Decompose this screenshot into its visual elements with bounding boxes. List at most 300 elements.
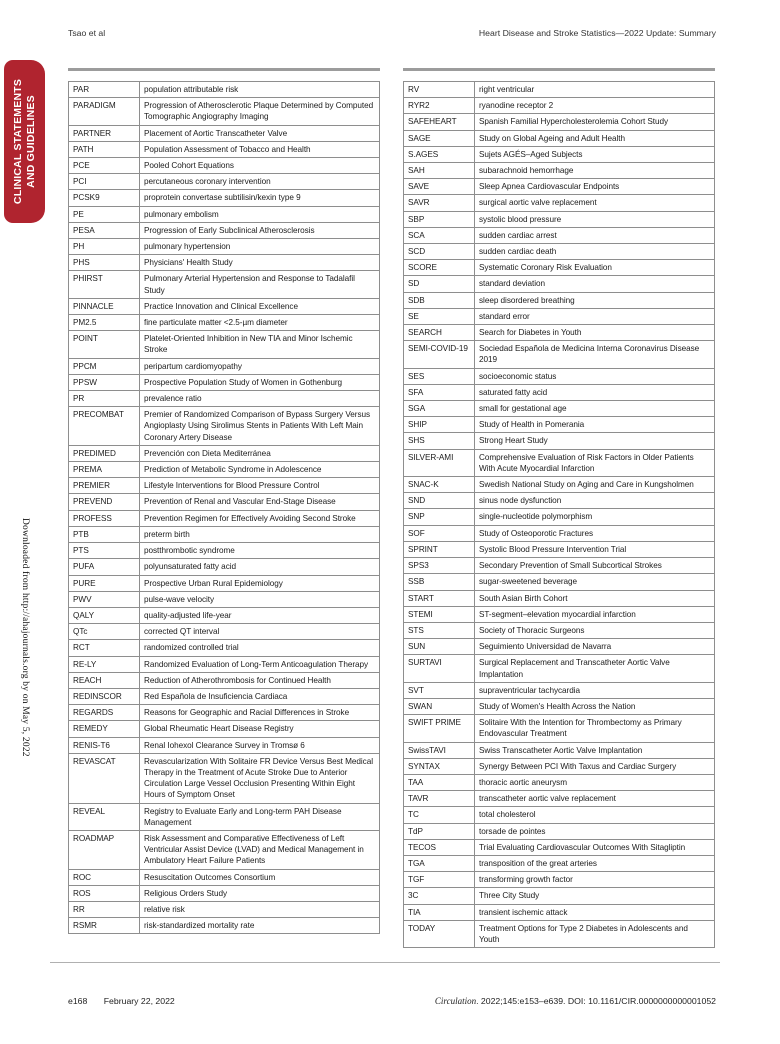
abbreviation-cell: SAGE: [404, 130, 475, 146]
definition-cell: Study on Global Ageing and Adult Health: [475, 130, 715, 146]
abbreviation-cell: PROFESS: [69, 510, 140, 526]
definition-cell: preterm birth: [140, 526, 380, 542]
footer-left: [68, 996, 175, 1006]
definition-cell: Systematic Coronary Risk Evaluation: [475, 260, 715, 276]
abbreviation-cell: PURE: [69, 575, 140, 591]
abbreviation-cell: PUFA: [69, 559, 140, 575]
definition-cell: small for gestational age: [475, 401, 715, 417]
definition-cell: Sociedad Española de Medicina Interna Coronavirus Disease 2019: [475, 341, 715, 368]
glossary-column-right: [403, 68, 715, 948]
abbreviation-cell: PAR: [69, 82, 140, 98]
table-row: [404, 449, 715, 476]
abbreviation-cell: STEMI: [404, 606, 475, 622]
definition-cell: Search for Diabetes in Youth: [475, 325, 715, 341]
table-row: [69, 190, 380, 206]
definition-cell: prevalence ratio: [140, 391, 380, 407]
running-header-title: Heart Disease and Stroke Statistics—2022 Update: Summary: [478, 28, 716, 38]
table-row: [404, 433, 715, 449]
abbreviation-cell: SPRINT: [404, 541, 475, 557]
definition-cell: corrected QT interval: [140, 624, 380, 640]
table-row: [69, 526, 380, 542]
definition-cell: Sleep Apnea Cardiovascular Endpoints: [475, 179, 715, 195]
definition-cell: transient ischemic attack: [475, 904, 715, 920]
definition-cell: percutaneous coronary intervention: [140, 174, 380, 190]
table-top-rule-right: [403, 68, 715, 71]
abbreviation-cell: TIA: [404, 904, 475, 920]
table-row: [69, 705, 380, 721]
table-row: [69, 222, 380, 238]
glossary-column-left: [68, 68, 380, 934]
abbreviation-cell: SHIP: [404, 417, 475, 433]
definition-cell: standard error: [475, 308, 715, 324]
table-row: [69, 141, 380, 157]
table-row: [404, 698, 715, 714]
definition-cell: Swiss Transcatheter Aortic Valve Implantation: [475, 742, 715, 758]
table-row: [404, 276, 715, 292]
table-row: [69, 98, 380, 125]
abbreviation-cell: SGA: [404, 401, 475, 417]
abbreviation-table-left-body: [69, 82, 380, 934]
clinical-statements-badge: [4, 60, 45, 223]
table-row: [69, 656, 380, 672]
abbreviation-glossary: [68, 68, 716, 948]
table-row: [404, 82, 715, 98]
definition-cell: Pooled Cohort Equations: [140, 158, 380, 174]
table-row: [404, 509, 715, 525]
table-row: [69, 407, 380, 446]
definition-cell: sudden cardiac death: [475, 244, 715, 260]
definition-cell: sinus node dysfunction: [475, 493, 715, 509]
table-row: [404, 715, 715, 742]
definition-cell: Practice Innovation and Clinical Excellence: [140, 298, 380, 314]
definition-cell: postthrombotic syndrome: [140, 543, 380, 559]
abbreviation-cell: PH: [69, 239, 140, 255]
table-row: [404, 325, 715, 341]
abbreviation-cell: ROS: [69, 885, 140, 901]
table-row: [404, 493, 715, 509]
definition-cell: Premier of Randomized Comparison of Bypass Surgery Versus Angioplasty Using Sirolimus Stents in Patients With Left Main Coronary Artery Disease: [140, 407, 380, 446]
table-row: [69, 206, 380, 222]
abbreviation-cell: SPS3: [404, 558, 475, 574]
abbreviation-cell: TC: [404, 807, 475, 823]
abbreviation-cell: SAFEHEART: [404, 114, 475, 130]
table-row: [404, 791, 715, 807]
definition-cell: pulse-wave velocity: [140, 591, 380, 607]
abbreviation-cell: RSMR: [69, 918, 140, 934]
definition-cell: Society of Thoracic Surgeons: [475, 622, 715, 638]
table-row: [69, 298, 380, 314]
abbreviation-cell: PCE: [69, 158, 140, 174]
badge-line-1: CLINICAL STATEMENTS: [12, 78, 25, 205]
table-row: [404, 655, 715, 682]
abbreviation-cell: SWIFT PRIME: [404, 715, 475, 742]
definition-cell: pulmonary hypertension: [140, 239, 380, 255]
running-header: [68, 28, 716, 38]
abbreviation-table-left: [68, 81, 380, 934]
abbreviation-cell: PREVEND: [69, 494, 140, 510]
abbreviation-cell: PINNACLE: [69, 298, 140, 314]
definition-cell: Reasons for Geographic and Racial Differences in Stroke: [140, 705, 380, 721]
definition-cell: sugar-sweetened beverage: [475, 574, 715, 590]
abbreviation-cell: SWAN: [404, 698, 475, 714]
definition-cell: South Asian Birth Cohort: [475, 590, 715, 606]
definition-cell: Comprehensive Evaluation of Risk Factors in Older Patients With Acute Myocardial Infarction: [475, 449, 715, 476]
table-row: [69, 374, 380, 390]
definition-cell: right ventricular: [475, 82, 715, 98]
definition-cell: sleep disordered breathing: [475, 292, 715, 308]
table-row: [69, 331, 380, 358]
table-row: [69, 391, 380, 407]
table-row: [69, 803, 380, 830]
table-row: [404, 558, 715, 574]
table-row: [404, 904, 715, 920]
table-row: [69, 918, 380, 934]
abbreviation-cell: SCORE: [404, 260, 475, 276]
table-row: [404, 211, 715, 227]
table-row: [404, 774, 715, 790]
table-row: [404, 541, 715, 557]
table-row: [404, 384, 715, 400]
definition-cell: risk-standardized mortality rate: [140, 918, 380, 934]
definition-cell: thoracic aortic aneurysm: [475, 774, 715, 790]
definition-cell: transcatheter aortic valve replacement: [475, 791, 715, 807]
abbreviation-cell: TECOS: [404, 839, 475, 855]
table-row: [69, 125, 380, 141]
table-row: [404, 195, 715, 211]
abbreviation-cell: PTS: [69, 543, 140, 559]
abbreviation-cell: SCA: [404, 227, 475, 243]
table-row: [404, 622, 715, 638]
definition-cell: ryanodine receptor 2: [475, 98, 715, 114]
table-row: [69, 624, 380, 640]
definition-cell: Surgical Replacement and Transcatheter Aortic Valve Implantation: [475, 655, 715, 682]
running-header-authors: Tsao et al: [68, 28, 106, 38]
definition-cell: peripartum cardiomyopathy: [140, 358, 380, 374]
abbreviation-cell: PATH: [69, 141, 140, 157]
definition-cell: fine particulate matter <2.5-µm diameter: [140, 315, 380, 331]
definition-cell: sudden cardiac arrest: [475, 227, 715, 243]
table-row: [404, 590, 715, 606]
table-row: [404, 807, 715, 823]
table-row: [404, 920, 715, 947]
citation-text: . 2022;145:e153–e639. DOI: 10.1161/CIR.0000000000001052: [476, 996, 716, 1006]
abbreviation-cell: SE: [404, 308, 475, 324]
footer-rule: [50, 962, 720, 963]
table-row: [69, 358, 380, 374]
abbreviation-cell: SAH: [404, 163, 475, 179]
table-row: [69, 478, 380, 494]
abbreviation-cell: SEARCH: [404, 325, 475, 341]
definition-cell: ST-segment–elevation myocardial infarction: [475, 606, 715, 622]
abbreviation-cell: PARADIGM: [69, 98, 140, 125]
definition-cell: Reduction of Atherothrombosis for Continued Health: [140, 672, 380, 688]
definition-cell: Secondary Prevention of Small Subcortical Strokes: [475, 558, 715, 574]
abbreviation-cell: TGF: [404, 872, 475, 888]
abbreviation-cell: ROC: [69, 869, 140, 885]
definition-cell: Prospective Urban Rural Epidemiology: [140, 575, 380, 591]
table-row: [404, 855, 715, 871]
footer-citation: [435, 996, 716, 1006]
abbreviation-cell: TdP: [404, 823, 475, 839]
page-footer: [68, 996, 716, 1006]
definition-cell: Resuscitation Outcomes Consortium: [140, 869, 380, 885]
abbreviation-cell: SAVE: [404, 179, 475, 195]
table-row: [69, 82, 380, 98]
definition-cell: pulmonary embolism: [140, 206, 380, 222]
abbreviation-cell: SEMI-COVID-19: [404, 341, 475, 368]
abbreviation-cell: RYR2: [404, 98, 475, 114]
definition-cell: Renal Iohexol Clearance Survey in Tromsø 6: [140, 737, 380, 753]
table-row: [404, 244, 715, 260]
journal-name: Circulation: [434, 996, 477, 1006]
abbreviation-cell: SND: [404, 493, 475, 509]
abbreviation-cell: REACH: [69, 672, 140, 688]
table-row: [69, 591, 380, 607]
definition-cell: polyunsaturated fatty acid: [140, 559, 380, 575]
table-row: [404, 682, 715, 698]
definition-cell: Pulmonary Arterial Hypertension and Response to Tadalafil Study: [140, 271, 380, 298]
abbreviation-cell: PTB: [69, 526, 140, 542]
table-row: [69, 315, 380, 331]
definition-cell: Revascularization With Solitaire FR Device Versus Best Medical Therapy in the Treatment of Acute Stroke Due to Anterior Circulation Large Vessel Occlusion Presenting Within Eight Hours of Symptom Onset: [140, 753, 380, 803]
issue-date: February 22, 2022: [103, 996, 175, 1006]
clinical-statements-badge-text: [12, 79, 37, 204]
table-row: [69, 830, 380, 869]
abbreviation-cell: TODAY: [404, 920, 475, 947]
abbreviation-cell: REMEDY: [69, 721, 140, 737]
definition-cell: total cholesterol: [475, 807, 715, 823]
definition-cell: Treatment Options for Type 2 Diabetes in Adolescents and Youth: [475, 920, 715, 947]
table-row: [69, 901, 380, 917]
abbreviation-cell: STS: [404, 622, 475, 638]
table-row: [404, 477, 715, 493]
table-row: [69, 753, 380, 803]
abbreviation-cell: SVT: [404, 682, 475, 698]
abbreviation-cell: 3C: [404, 888, 475, 904]
table-row: [404, 606, 715, 622]
abbreviation-cell: SCD: [404, 244, 475, 260]
abbreviation-cell: SUN: [404, 639, 475, 655]
abbreviation-cell: REGARDS: [69, 705, 140, 721]
table-row: [69, 543, 380, 559]
table-row: [404, 758, 715, 774]
table-row: [69, 885, 380, 901]
abbreviation-cell: SHS: [404, 433, 475, 449]
abbreviation-cell: REDINSCOR: [69, 688, 140, 704]
definition-cell: supraventricular tachycardia: [475, 682, 715, 698]
abbreviation-cell: TAA: [404, 774, 475, 790]
definition-cell: Platelet-Oriented Inhibition in New TIA and Minor Ischemic Stroke: [140, 331, 380, 358]
table-row: [404, 872, 715, 888]
definition-cell: Swedish National Study on Aging and Care in Kungsholmen: [475, 477, 715, 493]
abbreviation-cell: QTc: [69, 624, 140, 640]
abbreviation-cell: S.AGES: [404, 146, 475, 162]
definition-cell: Synergy Between PCI With Taxus and Cardiac Surgery: [475, 758, 715, 774]
abbreviation-cell: TAVR: [404, 791, 475, 807]
table-row: [404, 341, 715, 368]
definition-cell: quality-adjusted life-year: [140, 607, 380, 623]
table-row: [69, 869, 380, 885]
table-row: [404, 98, 715, 114]
definition-cell: Religious Orders Study: [140, 885, 380, 901]
table-row: [69, 255, 380, 271]
definition-cell: Study of Osteoporotic Fractures: [475, 525, 715, 541]
abbreviation-cell: PHS: [69, 255, 140, 271]
badge-line-2: AND GUIDELINES: [24, 95, 37, 188]
abbreviation-cell: SOF: [404, 525, 475, 541]
table-row: [69, 721, 380, 737]
table-row: [69, 239, 380, 255]
table-row: [69, 607, 380, 623]
abbreviation-cell: TGA: [404, 855, 475, 871]
definition-cell: Seguimiento Universidad de Navarra: [475, 639, 715, 655]
definition-cell: surgical aortic valve replacement: [475, 195, 715, 211]
definition-cell: Risk Assessment and Comparative Effectiveness of Left Ventricular Assist Device (LVAD) and Medical Management in Ambulatory Heart Failure Patients: [140, 830, 380, 869]
definition-cell: Registry to Evaluate Early and Long-term PAH Disease Management: [140, 803, 380, 830]
abbreviation-cell: PCI: [69, 174, 140, 190]
abbreviation-cell: PPSW: [69, 374, 140, 390]
abbreviation-cell: PPCM: [69, 358, 140, 374]
abbreviation-cell: SAVR: [404, 195, 475, 211]
abbreviation-cell: SwissTAVI: [404, 742, 475, 758]
table-row: [69, 640, 380, 656]
table-row: [404, 639, 715, 655]
definition-cell: Prevención con Dieta Mediterránea: [140, 445, 380, 461]
abbreviation-cell: PESA: [69, 222, 140, 238]
table-row: [404, 417, 715, 433]
definition-cell: socioeconomic status: [475, 368, 715, 384]
table-top-rule-left: [68, 68, 380, 71]
abbreviation-cell: REVASCAT: [69, 753, 140, 803]
definition-cell: torsade de pointes: [475, 823, 715, 839]
abbreviation-cell: SNAC-K: [404, 477, 475, 493]
definition-cell: Study of Women's Health Across the Nation: [475, 698, 715, 714]
definition-cell: Global Rheumatic Heart Disease Registry: [140, 721, 380, 737]
definition-cell: systolic blood pressure: [475, 211, 715, 227]
definition-cell: relative risk: [140, 901, 380, 917]
abbreviation-cell: RR: [69, 901, 140, 917]
table-row: [69, 462, 380, 478]
abbreviation-cell: SURTAVI: [404, 655, 475, 682]
table-row: [404, 292, 715, 308]
table-row: [404, 888, 715, 904]
definition-cell: Solitaire With the Intention for Thrombectomy as Primary Endovascular Treatment: [475, 715, 715, 742]
abbreviation-cell: SILVER-AMI: [404, 449, 475, 476]
table-row: [69, 559, 380, 575]
table-row: [404, 179, 715, 195]
abbreviation-cell: RE-LY: [69, 656, 140, 672]
table-row: [69, 575, 380, 591]
download-watermark: Downloaded from http://ahajournals.org by on May 5, 2022: [20, 518, 30, 757]
abbreviation-cell: ROADMAP: [69, 830, 140, 869]
abbreviation-cell: START: [404, 590, 475, 606]
table-row: [69, 158, 380, 174]
abbreviation-cell: PRECOMBAT: [69, 407, 140, 446]
abbreviation-table-right-body: [404, 82, 715, 948]
abbreviation-cell: SD: [404, 276, 475, 292]
abbreviation-cell: SES: [404, 368, 475, 384]
table-row: [69, 494, 380, 510]
table-row: [69, 174, 380, 190]
definition-cell: Strong Heart Study: [475, 433, 715, 449]
definition-cell: standard deviation: [475, 276, 715, 292]
abbreviation-cell: RV: [404, 82, 475, 98]
abbreviation-cell: PWV: [69, 591, 140, 607]
table-row: [404, 163, 715, 179]
abbreviation-cell: SDB: [404, 292, 475, 308]
table-row: [404, 742, 715, 758]
table-row: [69, 672, 380, 688]
table-row: [404, 401, 715, 417]
abbreviation-cell: PM2.5: [69, 315, 140, 331]
definition-cell: Placement of Aortic Transcatheter Valve: [140, 125, 380, 141]
abbreviation-cell: PREDIMED: [69, 445, 140, 461]
abbreviation-cell: PARTNER: [69, 125, 140, 141]
definition-cell: Progression of Early Subclinical Atherosclerosis: [140, 222, 380, 238]
table-row: [404, 574, 715, 590]
definition-cell: subarachnoid hemorrhage: [475, 163, 715, 179]
abbreviation-cell: RENIS-T6: [69, 737, 140, 753]
page-number: e168: [68, 996, 88, 1006]
definition-cell: Physicians' Health Study: [140, 255, 380, 271]
table-row: [404, 146, 715, 162]
table-row: [404, 839, 715, 855]
table-row: [69, 271, 380, 298]
table-row: [404, 525, 715, 541]
abbreviation-cell: SSB: [404, 574, 475, 590]
definition-cell: Red Española de Insuficiencia Cardiaca: [140, 688, 380, 704]
table-row: [404, 308, 715, 324]
definition-cell: Systolic Blood Pressure Intervention Trial: [475, 541, 715, 557]
abbreviation-cell: PCSK9: [69, 190, 140, 206]
definition-cell: single-nucleotide polymorphism: [475, 509, 715, 525]
definition-cell: Prospective Population Study of Women in Gothenburg: [140, 374, 380, 390]
definition-cell: Trial Evaluating Cardiovascular Outcomes With Sitagliptin: [475, 839, 715, 855]
table-row: [404, 130, 715, 146]
definition-cell: population attributable risk: [140, 82, 380, 98]
table-row: [69, 510, 380, 526]
definition-cell: proprotein convertase subtilisin/kexin type 9: [140, 190, 380, 206]
abbreviation-cell: PE: [69, 206, 140, 222]
table-row: [69, 737, 380, 753]
abbreviation-cell: RCT: [69, 640, 140, 656]
abbreviation-table-right: [403, 81, 715, 948]
abbreviation-cell: QALY: [69, 607, 140, 623]
abbreviation-cell: PREMA: [69, 462, 140, 478]
definition-cell: Prevention Regimen for Effectively Avoiding Second Stroke: [140, 510, 380, 526]
definition-cell: Spanish Familial Hypercholesterolemia Cohort Study: [475, 114, 715, 130]
table-row: [69, 445, 380, 461]
abbreviation-cell: SBP: [404, 211, 475, 227]
abbreviation-cell: REVEAL: [69, 803, 140, 830]
definition-cell: transforming growth factor: [475, 872, 715, 888]
table-row: [404, 823, 715, 839]
definition-cell: Population Assessment of Tobacco and Health: [140, 141, 380, 157]
table-row: [69, 688, 380, 704]
abbreviation-cell: PREMIER: [69, 478, 140, 494]
definition-cell: Prevention of Renal and Vascular End-Stage Disease: [140, 494, 380, 510]
table-row: [404, 368, 715, 384]
definition-cell: randomized controlled trial: [140, 640, 380, 656]
definition-cell: Prediction of Metabolic Syndrome in Adolescence: [140, 462, 380, 478]
table-row: [404, 114, 715, 130]
table-row: [404, 260, 715, 276]
definition-cell: Study of Health in Pomerania: [475, 417, 715, 433]
abbreviation-cell: PR: [69, 391, 140, 407]
definition-cell: saturated fatty acid: [475, 384, 715, 400]
definition-cell: Lifestyle Interventions for Blood Pressure Control: [140, 478, 380, 494]
definition-cell: Randomized Evaluation of Long-Term Anticoagulation Therapy: [140, 656, 380, 672]
